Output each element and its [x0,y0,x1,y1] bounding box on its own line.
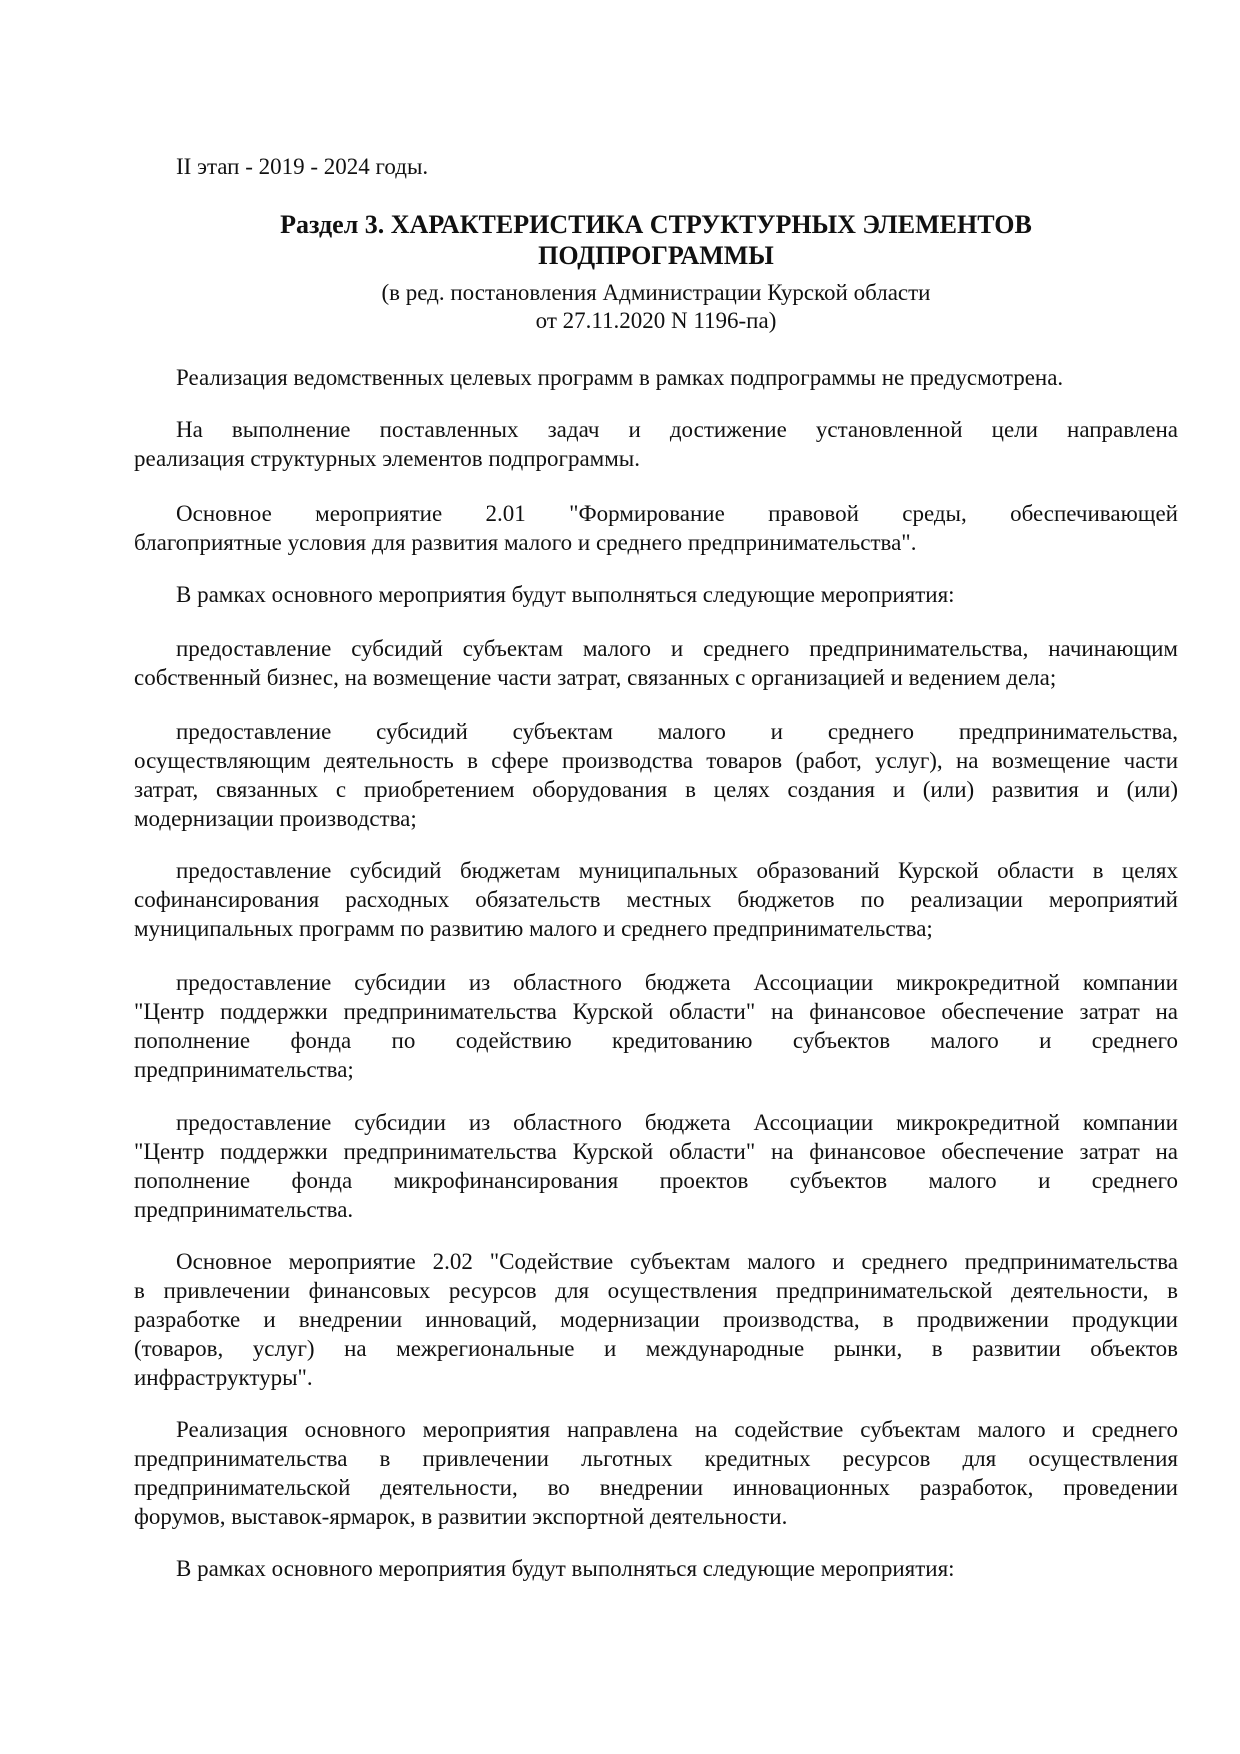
paragraph-10-line: инфраструктуры". [134,1365,313,1390]
paragraph-10-line: разработке и внедрении инноваций, модернизации производства, в продвижении продукции [134,1307,1178,1332]
stage-line: II этап - 2019 - 2024 годы. [176,154,429,179]
paragraph-5-line: собственный бизнес, на возмещение части затрат, связанных с организацией и ведением дела; [134,665,1057,690]
paragraph-6-line: модернизации производства; [134,806,417,831]
paragraph-10-line: в привлечении финансовых ресурсов для осуществления предпринимательской деятельности, в [134,1278,1178,1303]
paragraph-7-line: софинансирования расходных обязательств местных бюджетов по реализации мероприятий [134,887,1178,912]
paragraph-11-line: форумов, выставок-ярмарок, в развитии экспортной деятельности. [134,1504,788,1529]
paragraph-2-line: реализация структурных элементов подпрограммы. [134,446,640,471]
paragraph-3-line: Основное мероприятие 2.01 "Формирование правовой среды, обеспечивающей [176,501,1178,526]
paragraph-9-line: предоставление субсидии из областного бюджета Ассоциации микрокредитной компании [176,1110,1178,1135]
paragraph-8-line: предпринимательства; [134,1057,354,1082]
paragraph-4-line: В рамках основного мероприятия будут выполняться следующие мероприятия: [176,582,955,607]
paragraph-2-line: На выполнение поставленных задач и достижение установленной цели направлена [176,417,1178,442]
section-title-line-2: ПОДПРОГРАММЫ [538,241,774,270]
paragraph-11-line: предпринимательства в привлечении льготных кредитных ресурсов для осуществления [134,1446,1178,1471]
paragraph-8-line: пополнение фонда по содействию кредитованию субъектов малого и среднего [134,1028,1178,1053]
section-title-line-1: Раздел 3. ХАРАКТЕРИСТИКА СТРУКТУРНЫХ ЭЛЕМЕНТОВ [280,210,1032,239]
paragraph-7-line: муниципальных программ по развитию малого и среднего предпринимательства; [134,916,933,941]
paragraph-12-line: В рамках основного мероприятия будут выполняться следующие мероприятия: [176,1556,955,1581]
paragraph-11-line: предпринимательской деятельности, во внедрении инновационных разработок, проведении [134,1475,1178,1500]
paragraph-10-line: Основное мероприятие 2.02 "Содействие субъектам малого и среднего предпринимательства [176,1249,1178,1274]
paragraph-9-line: предпринимательства. [134,1197,354,1222]
paragraph-7-line: предоставление субсидий бюджетам муниципальных образований Курской области в целях [176,858,1178,883]
paragraph-6-line: затрат, связанных с приобретением оборудования в целях создания и (или) развития и (или) [134,777,1178,802]
paragraph-6-line: предоставление субсидий субъектам малого и среднего предпринимательства, [176,719,1178,744]
paragraph-1-line: Реализация ведомственных целевых программ в рамках подпрограммы не предусмотрена. [176,365,1064,390]
paragraph-10-line: (товаров, услуг) на межрегиональные и международные рынки, в развитии объектов [134,1336,1178,1361]
amendment-note-line-1: (в ред. постановления Администрации Курской области [381,280,931,305]
paragraph-9-line: "Центр поддержки предпринимательства Курской области" на финансовое обеспечение затрат на [134,1139,1178,1164]
amendment-note-line-2: от 27.11.2020 N 1196-па) [535,308,777,333]
paragraph-5-line: предоставление субсидий субъектам малого и среднего предпринимательства, начинающим [176,636,1178,661]
paragraph-8-line: "Центр поддержки предпринимательства Курской области" на финансовое обеспечение затрат на [134,999,1178,1024]
paragraph-11-line: Реализация основного мероприятия направлена на содействие субъектам малого и среднего [176,1417,1178,1442]
paragraph-6-line: осуществляющим деятельность в сфере производства товаров (работ, услуг), на возмещение части [134,748,1178,773]
paragraph-3-line: благоприятные условия для развития малого и среднего предпринимательства". [134,530,917,555]
paragraph-8-line: предоставление субсидии из областного бюджета Ассоциации микрокредитной компании [176,970,1178,995]
paragraph-9-line: пополнение фонда микрофинансирования проектов субъектов малого и среднего [134,1168,1178,1193]
